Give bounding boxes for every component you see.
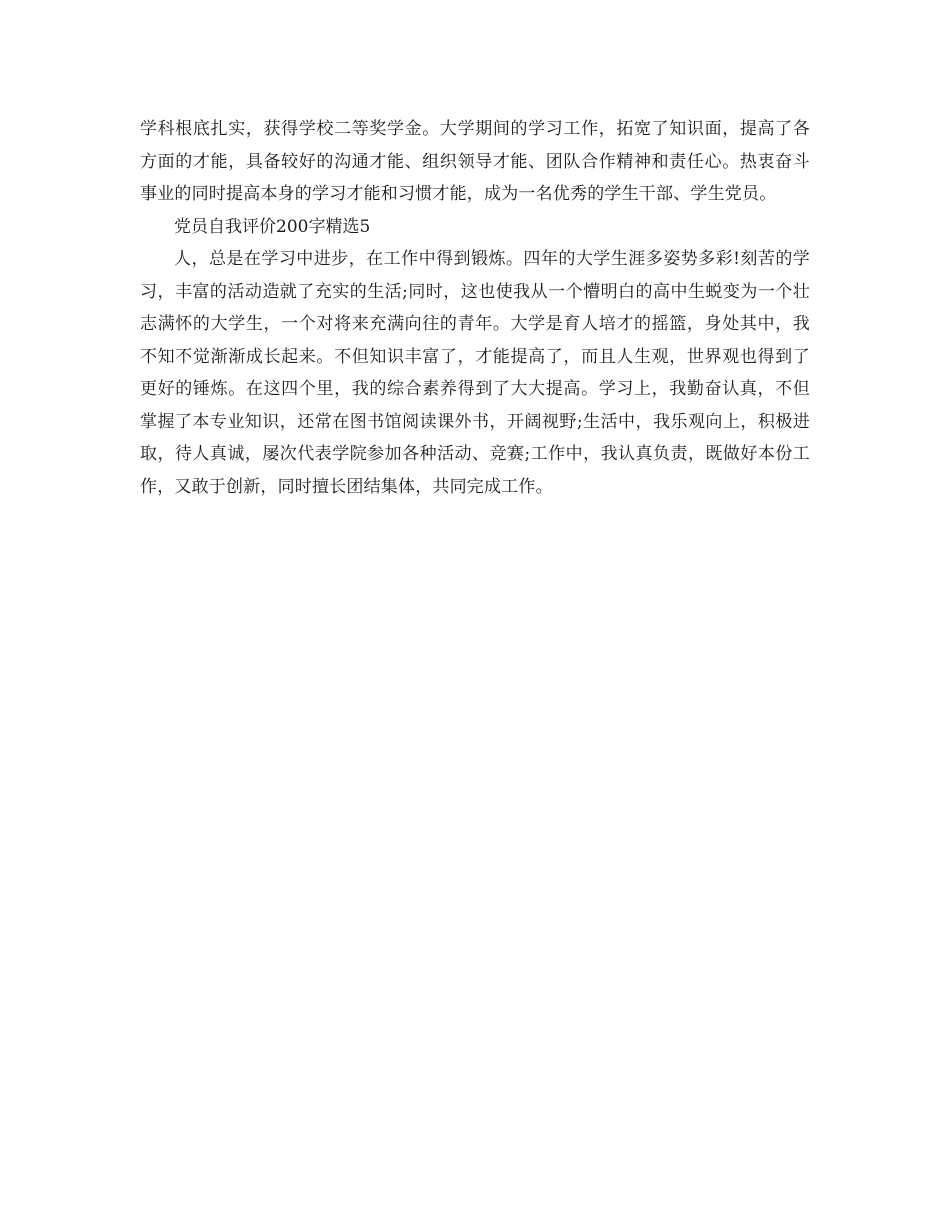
paragraph-main: 人，总是在学习中进步，在工作中得到锻炼。四年的大学生涯多姿势多彩!刻苦的学习，丰富的活动造就了充实的生活;同时，这也使我从一个懵明白的高中生蜕变为一个壮志满怀的大学生，一个对将来充满向往的青年。大学是育人培才的摇篮，身处其中，我不知不觉渐渐成长起来。不但知识丰富了，才能提高了，而且人生观，世界观也得到了更好的锤炼。在这四个里，我的综合素养得到了大大提高。学习上，我勤奋认真，不但掌握了本专业知识，还常在图书馆阅读课外书，开阔视野;生活中，我乐观向上，积极进取，待人真诚，屡次代表学院参加各种活动、竞赛;工作中，我认真负责，既做好本份工作，又敢于创新，同时擅长团结集体，共同完成工作。 — [140, 249, 810, 497]
paragraph-continued: 学科根底扎实，获得学校二等奖学金。大学期间的学习工作，拓宽了知识面，提高了各方面的才能，具备较好的沟通才能、组织领导才能、团队合作精神和责任心。热衷奋斗事业的同时提高本身的学习才能和习惯才能，成为一名优秀的学生干部、学生党员。 — [140, 119, 810, 204]
document-body — [140, 113, 810, 503]
section-heading: 党员自我评价200字精选5 — [174, 216, 371, 237]
